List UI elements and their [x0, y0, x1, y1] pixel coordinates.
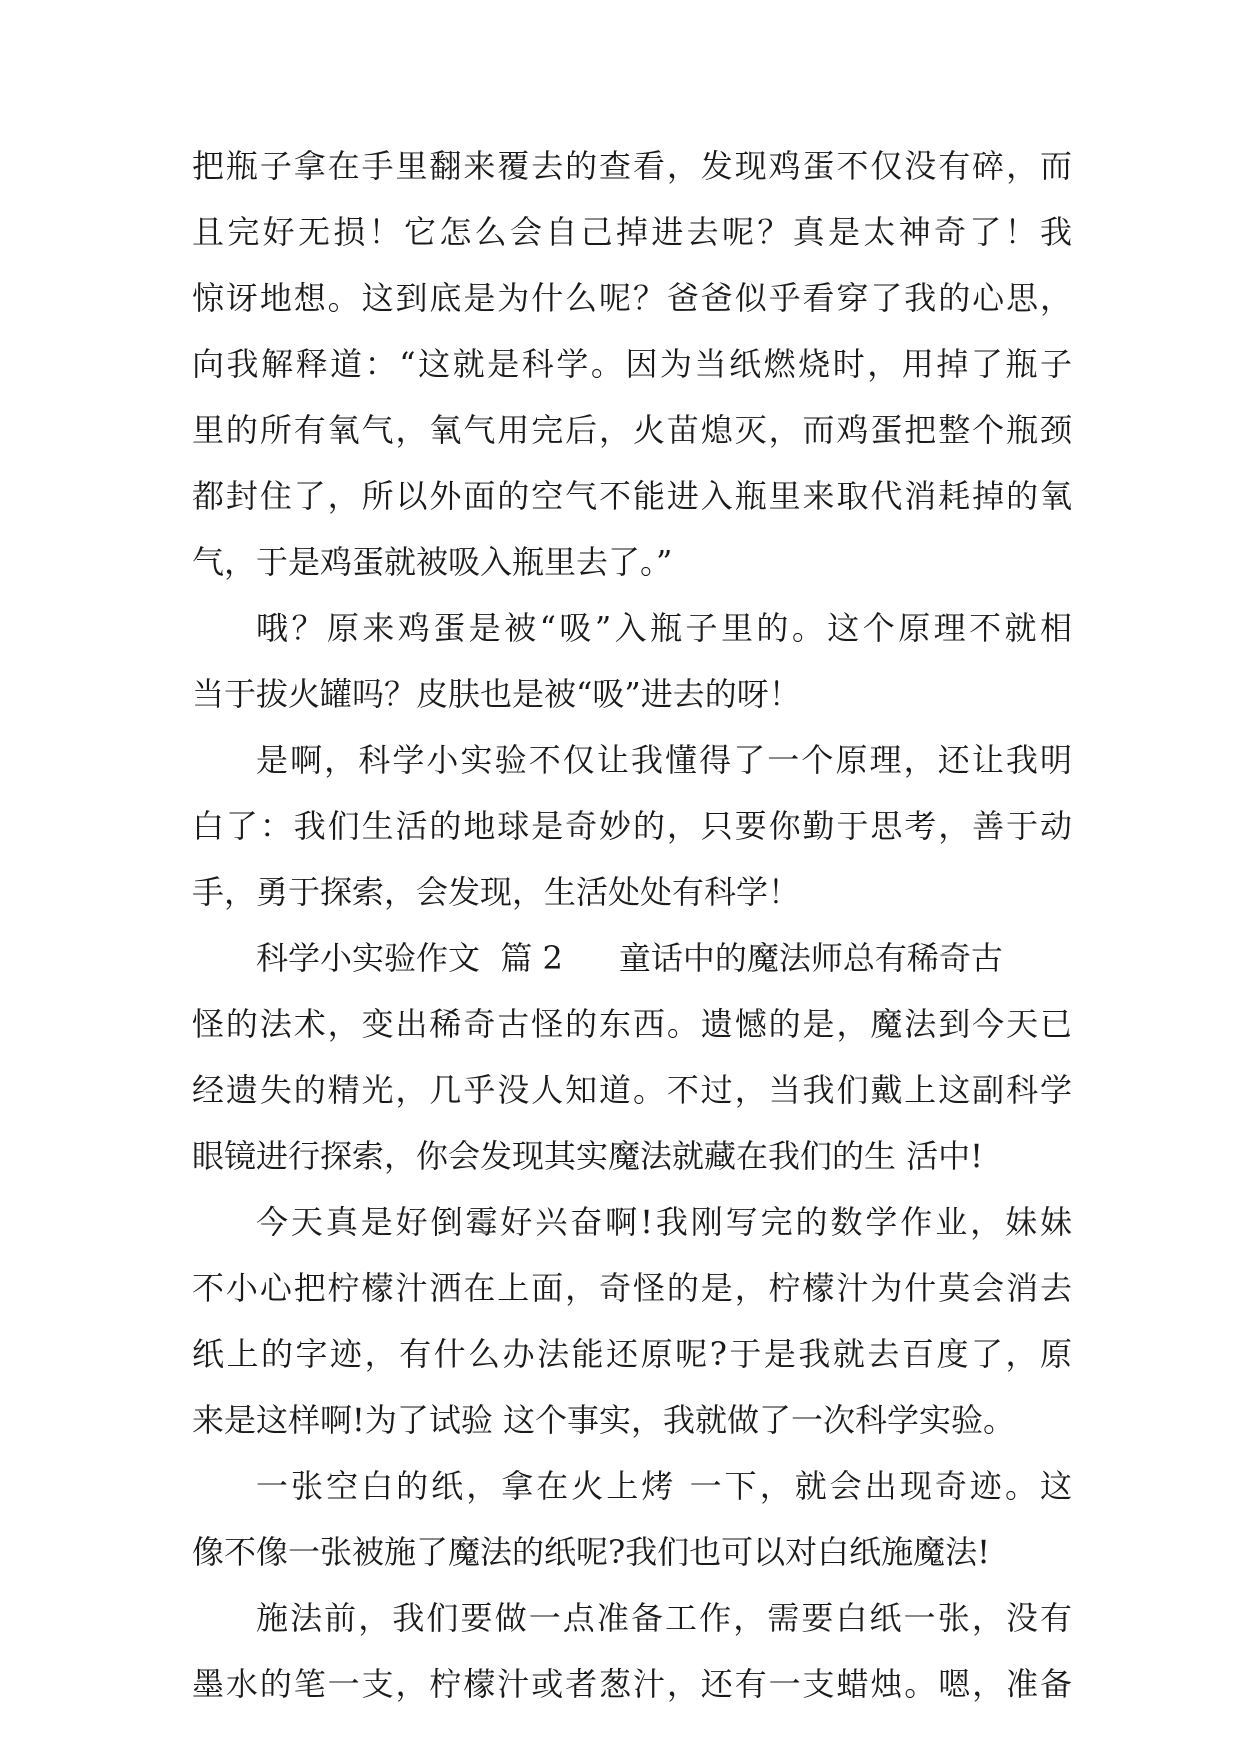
text-line: 白了：我们生活的地球是奇妙的，只要你勤于思考，善于动	[192, 807, 1072, 845]
text-line: 且完好无损！它怎么会自己掉进去呢？真是太神奇了！我	[192, 213, 1072, 251]
text-line: 像不像一张被施了魔法的纸呢?我们也可以对白纸施魔法!	[192, 1533, 991, 1571]
section-number: 篇 2	[500, 939, 563, 977]
text-line: 经遗失的精光，几乎没人知道。不过，当我们戴上这副科学	[192, 1071, 1072, 1109]
text-line: 一张空白的纸，拿在火上烤 一下，就会出现奇迹。这	[256, 1467, 1072, 1505]
text-line: 眼镜进行探索，你会发现其实魔法就藏在我们的生 活中!	[192, 1137, 984, 1175]
text-line: 来是这样啊!为了试验 这个事实，我就做了一次科学实验。	[192, 1401, 1016, 1439]
text-line: 把瓶子拿在手里翻来覆去的查看，发现鸡蛋不仅没有碎，而	[192, 147, 1072, 185]
text-line: 哦？原来鸡蛋是被“吸”入瓶子里的。这个原理不就相	[256, 609, 1072, 647]
text-line: 今天真是好倒霉好兴奋啊!我刚写完的数学作业，妹妹	[256, 1203, 1072, 1241]
text-line: 气，于是鸡蛋就被吸入瓶里去了。”	[192, 543, 673, 581]
text-line: 惊讶地想。这到底是为什么呢？爸爸似乎看穿了我的心思，	[192, 279, 1072, 317]
text-line: 怪的法术，变出稀奇古怪的东西。遗憾的是，魔法到今天已	[192, 1005, 1072, 1043]
section-heading-line	[256, 938, 1072, 978]
text-line: 施法前，我们要做一点准备工作，需要白纸一张，没有	[256, 1599, 1072, 1637]
text-line: 当于拔火罐吗？皮肤也是被“吸”进去的呀！	[192, 675, 801, 713]
text-line: 纸上的字迹，有什么办法能还原呢?于是我就去百度了，原	[192, 1335, 1072, 1373]
text-line: 里的所有氧气，氧气用完后，火苗熄灭，而鸡蛋把整个瓶颈	[192, 411, 1072, 449]
text-line: 向我解释道：“这就是科学。因为当纸燃烧时，用掉了瓶子	[192, 345, 1072, 383]
text-line: 都封住了，所以外面的空气不能进入瓶里来取代消耗掉的氧	[192, 477, 1072, 515]
section-title: 科学小实验作文	[256, 939, 481, 977]
text-line: 是啊，科学小实验不仅让我懂得了一个原理，还让我明	[256, 741, 1072, 779]
text-line: 不小心把柠檬汁洒在上面，奇怪的是，柠檬汁为什莫会消去	[192, 1269, 1072, 1307]
text-line: 手，勇于探索，会发现，生活处处有科学！	[192, 873, 801, 911]
text-line: 墨水的笔一支，柠檬汁或者葱汁，还有一支蜡烛。嗯，准备	[192, 1665, 1072, 1703]
section-first-text: 童话中的魔法师总有稀奇古	[618, 939, 1003, 977]
